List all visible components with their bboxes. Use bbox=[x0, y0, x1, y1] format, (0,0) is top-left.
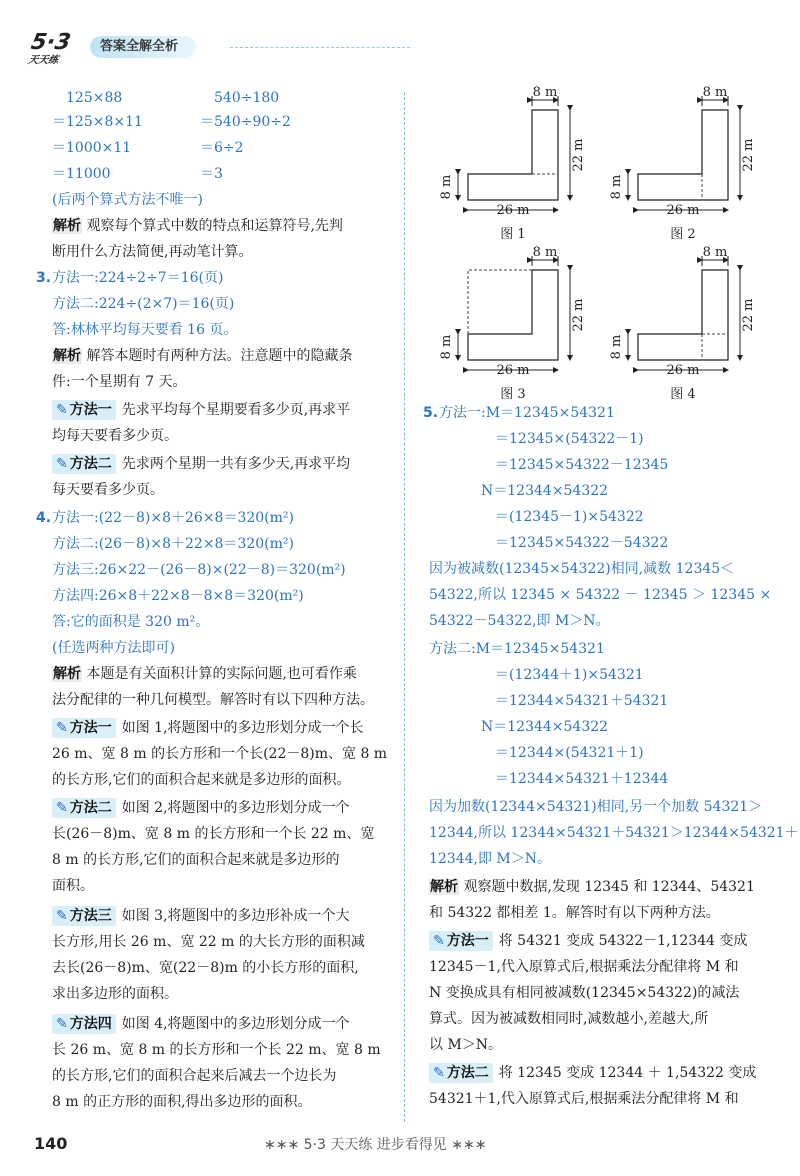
g2-l2: 54321＋1,代入原算式后,根据乘法分配律将 M 和 bbox=[429, 1091, 739, 1107]
analysis-4-cont: 法分配律的一种几何模型。解答时有以下四种方法。 bbox=[52, 692, 374, 708]
figure-caption-1: 图 1 bbox=[500, 227, 526, 242]
base-label-3: 26 m bbox=[496, 363, 530, 378]
f4 bbox=[52, 1014, 350, 1034]
width-label-4: 8 m bbox=[702, 245, 728, 260]
height-label-2: 22 m bbox=[741, 138, 756, 172]
analysis-label: 解析 bbox=[53, 348, 81, 364]
figure-caption-4: 图 4 bbox=[670, 387, 696, 400]
q5-a1: 方法一:M＝12345×54321 bbox=[439, 405, 615, 421]
f1-l3: 的长方形,它们的面积合起来就是多边形的面积。 bbox=[52, 772, 351, 788]
calc-b-3: ＝6÷2 bbox=[200, 140, 244, 156]
method-text: 先求平均每个星期要看多少页,再求平 bbox=[121, 402, 351, 418]
g1-l3: N 变换成具有相同被减数(12345×54322)的减法 bbox=[429, 985, 740, 1001]
height-label-3: 22 m bbox=[571, 298, 586, 332]
base-label-1: 26 m bbox=[496, 203, 530, 218]
f4-l4: 8 m 的正方形的面积,得出多边形的面积。 bbox=[52, 1094, 312, 1110]
f3-l4: 求出多边形的面积。 bbox=[52, 986, 178, 1002]
analysis-text: 解答本题时有两种方法。注意题中的隐藏条 bbox=[86, 348, 353, 364]
q5-a8: 54322,所以 12345 × 54322 － 12345 ＞ 12345 × bbox=[429, 587, 772, 603]
figure-outline-4 bbox=[638, 270, 728, 360]
analysis-label: 解析 bbox=[430, 879, 458, 895]
f4-l3: 的长方形,它们的面积合起来后减去一个边长为 bbox=[52, 1068, 337, 1084]
logo-main: 5·3 bbox=[29, 30, 73, 55]
f2-l2: 长(26－8)m、宽 8 m 的长方形和一个长 22 m、宽 bbox=[52, 826, 375, 842]
q5-a4: N＝12344×54322 bbox=[481, 483, 609, 499]
calc-a-3: ＝1000×11 bbox=[52, 140, 132, 156]
q4-answer: 答:它的面积是 320 m²。 bbox=[52, 614, 210, 630]
q5-b7: 因为加数(12344×54321)相同,另一个加数 54321＞ bbox=[429, 799, 763, 815]
q5-b4: N＝12344×54322 bbox=[481, 719, 609, 735]
analysis-text: 观察每个算式中数的特点和运算符号,先判 bbox=[86, 218, 343, 234]
q3-f1-cont: 均每天要看多少页。 bbox=[52, 428, 178, 444]
method-badge: ✎ 方法三 bbox=[52, 906, 116, 926]
analysis-label: 解析 bbox=[53, 218, 81, 234]
height-label-1: 22 m bbox=[571, 138, 586, 172]
section-tag: 答案全解全析 bbox=[90, 36, 196, 58]
footer-slogan: ∗∗∗ 5·3 天天练 进步看得见 ∗∗∗ bbox=[264, 1137, 487, 1153]
method-badge: ✎ 方法二 bbox=[52, 798, 116, 818]
q4-method2: 方法二:(26－8)×8＋22×8＝320(m²) bbox=[52, 536, 294, 552]
width-label-2: 8 m bbox=[702, 85, 728, 100]
q3-f2-cont: 每天要看多少页。 bbox=[52, 482, 164, 498]
analysis-5-cont: 和 54322 都相差 1。解答时有以下两种方法。 bbox=[429, 905, 720, 921]
f1 bbox=[52, 718, 364, 738]
calc-b-2: ＝540÷90÷2 bbox=[200, 114, 291, 130]
width-label-1: 8 m bbox=[532, 85, 558, 100]
q5-a9: 54322－54322,即 M＞N。 bbox=[429, 613, 610, 629]
g1-l4: 算式。因为被减数相同时,减数越小,差越大,所 bbox=[429, 1011, 709, 1027]
side-label-1: 8 m bbox=[439, 174, 454, 200]
method-text: 如图 1,将题图中的多边形划分成一个长 bbox=[121, 720, 364, 736]
q5-a7: 因为被减数(12345×54322)相同,减数 12345＜ bbox=[429, 561, 735, 577]
q3-method2: 方法二:224÷(2×7)＝16(页) bbox=[52, 296, 235, 312]
q5-a5: ＝(12345－1)×54322 bbox=[495, 509, 644, 525]
q5-b2: ＝(12344＋1)×54321 bbox=[495, 667, 644, 683]
base-label-4: 26 m bbox=[666, 363, 700, 378]
figure-group bbox=[439, 85, 756, 400]
q5-b1: 方法二:M＝12345×54321 bbox=[429, 641, 605, 657]
analysis-1 bbox=[52, 216, 343, 236]
q5-a6: ＝12345×54322－54322 bbox=[495, 535, 669, 551]
method-text: 将 12345 变成 12344 ＋ 1,54322 变成 bbox=[498, 1065, 757, 1081]
q3-f1 bbox=[52, 400, 350, 420]
figure-outline-3 bbox=[468, 270, 558, 360]
calc-note: (后两个算式方法不唯一) bbox=[52, 192, 203, 208]
page-number: 140 bbox=[34, 1134, 68, 1153]
q4-method3: 方法三:26×22－(26－8)×(22－8)＝320(m²) bbox=[52, 562, 346, 578]
q4-method4: 方法四:26×8＋22×8－8×8＝320(m²) bbox=[52, 588, 304, 604]
page-footer bbox=[0, 1128, 800, 1168]
method-badge: ✎ 方法一 bbox=[429, 931, 493, 951]
q4-number: 4. bbox=[36, 510, 52, 526]
method-badge: ✎ 方法四 bbox=[52, 1014, 116, 1034]
q5-a2: ＝12345×(54322－1) bbox=[495, 431, 644, 447]
figure-outline-1 bbox=[468, 110, 558, 200]
calc-a-2: ＝125×8×11 bbox=[52, 114, 143, 130]
q3-method1: 方法一:224÷2÷7＝16(页) bbox=[52, 270, 224, 286]
method-badge: ✎ 方法一 bbox=[52, 718, 116, 738]
q3-f2 bbox=[52, 454, 350, 474]
g1-l2: 12345－1,代入原算式后,根据乘法分配律将 M 和 bbox=[429, 959, 739, 975]
method-text: 如图 2,将题图中的多边形划分成一个 bbox=[121, 800, 350, 816]
calc-b-4: ＝3 bbox=[200, 166, 223, 182]
method-badge: ✎ 方法二 bbox=[429, 1063, 493, 1083]
logo-sub: 天天练 bbox=[27, 55, 60, 66]
f2 bbox=[52, 798, 350, 818]
f2-l3: 8 m 的长方形,它们的面积合起来就是多边形的 bbox=[52, 852, 340, 868]
q4-method1: 方法一:(22－8)×8＋26×8＝320(m²) bbox=[52, 510, 294, 526]
height-label-4: 22 m bbox=[741, 298, 756, 332]
base-label-2: 26 m bbox=[666, 203, 700, 218]
q5-b9: 12344,即 M＞N。 bbox=[429, 851, 552, 867]
side-label-4: 8 m bbox=[609, 334, 624, 360]
analysis-1-cont: 断用什么方法简便,再动笔计算。 bbox=[52, 244, 253, 260]
q5-b8: 12344,所以 12344×54321＋54321＞12344×54321＋ bbox=[429, 825, 799, 841]
header-rule bbox=[230, 47, 410, 48]
method-text: 先求两个星期一共有多少天,再求平均 bbox=[121, 456, 351, 472]
calc-a-4: ＝11000 bbox=[52, 166, 111, 182]
brand-logo bbox=[26, 30, 93, 70]
f3-l3: 去长(26－8)m、宽(22－8)m 的小长方形的面积, bbox=[52, 960, 359, 976]
method-badge: ✎ 方法一 bbox=[52, 400, 116, 420]
figure-outline-2 bbox=[638, 110, 728, 200]
calc-a-1: 125×88 bbox=[66, 90, 123, 106]
q5-number: 5. bbox=[423, 405, 439, 421]
figure-dash-3 bbox=[468, 270, 532, 334]
q4-note: (任选两种方法即可) bbox=[52, 640, 175, 656]
page-header bbox=[27, 30, 410, 70]
column-divider bbox=[404, 92, 405, 1122]
f1-l2: 26 m、宽 8 m 的长方形和一个长(22－8)m、宽 8 m bbox=[52, 746, 388, 762]
method-text: 将 54321 变成 54322－1,12344 变成 bbox=[498, 933, 748, 949]
analysis-text: 本题是有关面积计算的实际问题,也可看作乘 bbox=[86, 666, 357, 682]
analysis-4 bbox=[52, 664, 357, 684]
g1 bbox=[429, 931, 748, 951]
calc-b-1: 540÷180 bbox=[214, 90, 280, 106]
analysis-label: 解析 bbox=[53, 666, 81, 682]
q5-b6: ＝12344×54321＋12344 bbox=[495, 771, 669, 787]
g1-l5: 以 M＞N。 bbox=[429, 1037, 503, 1053]
analysis-3-cont: 件:一个星期有 7 天。 bbox=[52, 374, 187, 390]
g2 bbox=[429, 1063, 756, 1083]
f4-l2: 长 26 m、宽 8 m 的长方形和一个长 22 m、宽 8 m bbox=[52, 1042, 381, 1058]
figure-caption-2: 图 2 bbox=[670, 227, 696, 242]
side-label-2: 8 m bbox=[609, 174, 624, 200]
q3-number: 3. bbox=[36, 270, 52, 286]
analysis-5 bbox=[429, 877, 755, 897]
width-label-3: 8 m bbox=[532, 245, 558, 260]
analysis-text: 观察题中数据,发现 12345 和 12344、54321 bbox=[463, 879, 755, 895]
side-label-3: 8 m bbox=[439, 334, 454, 360]
analysis-3 bbox=[52, 346, 352, 366]
q3-answer: 答:林林平均每天要看 16 页。 bbox=[52, 322, 238, 338]
figure-caption-3: 图 3 bbox=[500, 387, 526, 400]
f3 bbox=[52, 906, 350, 926]
f3-l2: 长方形,用长 26 m、宽 22 m 的大长方形的面积减 bbox=[52, 934, 365, 950]
q5-a3: ＝12345×54322－12345 bbox=[495, 457, 669, 473]
q5-b3: ＝12344×54321＋54321 bbox=[495, 693, 669, 709]
method-badge: ✎ 方法二 bbox=[52, 454, 116, 474]
method-text: 如图 4,将题图中的多边形划分成一个 bbox=[121, 1016, 350, 1032]
figures-panel bbox=[420, 80, 760, 400]
f2-l4: 面积。 bbox=[52, 878, 94, 894]
q5-b5: ＝12344×(54321＋1) bbox=[495, 745, 644, 761]
method-text: 如图 3,将题图中的多边形补成一个大 bbox=[121, 908, 350, 924]
